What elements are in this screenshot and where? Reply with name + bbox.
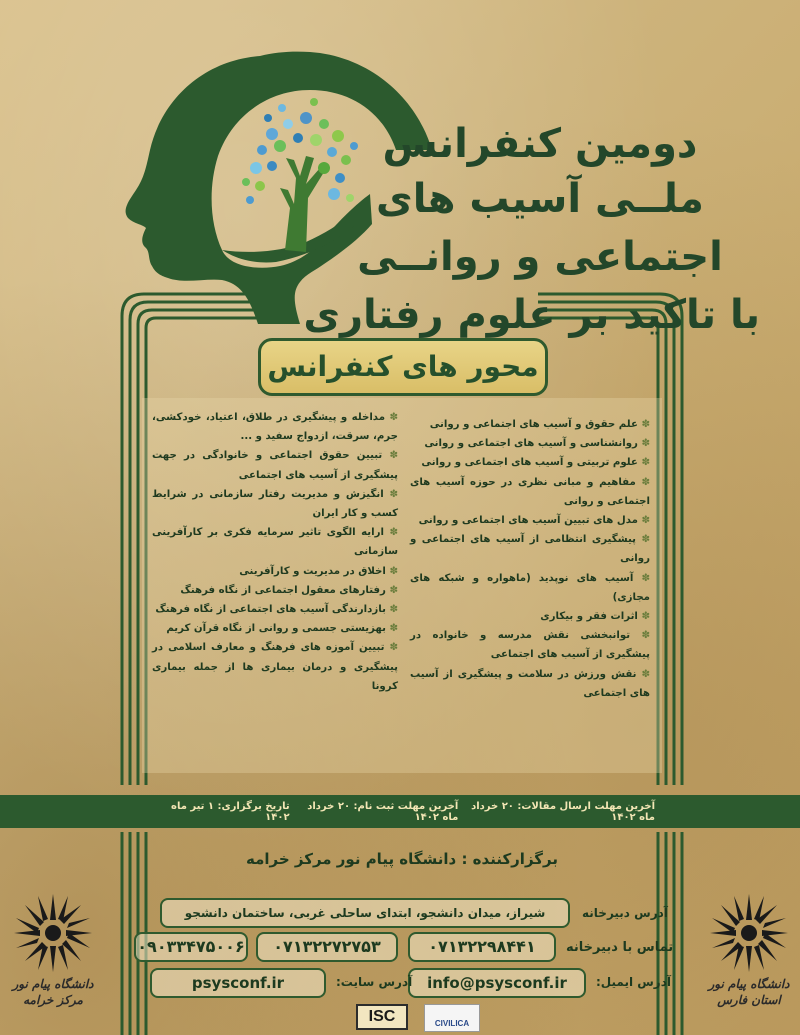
event-date: تاریخ برگزاری: ۱ تیر ماه ۱۴۰۲	[171, 800, 290, 823]
address-box: شیراز، میدان دانشجو، ابتدای ساحلی غربی، ساختمان دانشجو	[160, 898, 570, 928]
list-item	[152, 446, 398, 484]
email-label: آدرس ایمیل:	[596, 975, 671, 989]
topic-text: علوم تربیتی و آسیب های اجتماعی و روانی	[421, 457, 638, 469]
topic-text: تبیین حقوق اجتماعی و خانوادگی در جهت پیشگیری از آسیب های اجتماعی	[152, 450, 398, 481]
phone-2[interactable]: ۰۷۱۳۲۲۷۲۷۵۳	[256, 932, 398, 962]
list-item	[410, 453, 650, 472]
axes-heading: محور های کنفرانس	[258, 338, 548, 396]
bullet-icon: ✽	[385, 565, 398, 577]
topic-text: انگیزش و مدیریت رفتار سازمانی در شرایط کسب و کار ایران	[152, 488, 398, 520]
title-line-2: ملــی آسیب های	[376, 176, 704, 222]
list-item	[410, 626, 650, 664]
topic-text: پیشگیری انتظامی از آسیب های اجتماعی و روانی	[410, 534, 650, 565]
list-item	[410, 415, 650, 434]
contact-label: تماس با دبیرخانه	[566, 940, 674, 955]
topic-text: توانبخشی نقش مدرسه و خانواده در پیشگیری از آسیب های اجتماعی	[410, 630, 650, 661]
logo-left-caption	[4, 976, 102, 1008]
site-label: آدرس سایت:	[336, 975, 413, 989]
list-item	[410, 530, 650, 568]
bullet-icon: ✽	[636, 534, 650, 546]
bullet-icon: ✽	[385, 412, 398, 423]
list-item	[152, 619, 398, 638]
bullet-icon: ✽	[385, 584, 398, 596]
title-line-3: اجتماعی و روانــی	[357, 234, 723, 280]
topic-text: مدل های تبیین آسیب های اجتماعی و روانی	[418, 515, 638, 527]
bullet-icon: ✽	[637, 457, 650, 469]
logo-right-line1: دانشگاه پیام نور	[708, 977, 790, 991]
bullet-icon: ✽	[383, 527, 398, 539]
list-item	[152, 523, 398, 561]
list-item	[410, 511, 650, 530]
list-item	[410, 473, 650, 511]
bullet-icon: ✽	[630, 630, 650, 642]
topic-text: مفاهیم و مبانی نظری در حوزه آسیب های اجتماعی و روانی	[410, 476, 650, 507]
list-item	[410, 434, 650, 453]
dates-row	[165, 795, 655, 828]
list-item	[410, 607, 650, 626]
list-item	[152, 638, 398, 696]
phone-1[interactable]: ۰۷۱۳۲۲۹۸۴۴۱	[408, 932, 556, 962]
list-item	[152, 600, 398, 619]
topics-right-column	[410, 415, 650, 703]
email-box[interactable]: info@psysconf.ir	[408, 968, 586, 998]
address-label: آدرس دبیرخانه	[582, 906, 668, 920]
list-item	[152, 562, 398, 581]
bullet-icon: ✽	[635, 476, 651, 488]
topic-text: تبیین آموزه های فرهنگ و معارف اسلامی در پیشگیری و درمان بیماری ها از جمله بیماری کرونا	[152, 642, 398, 692]
list-item	[410, 665, 650, 703]
site-box[interactable]: psysconf.ir	[150, 968, 326, 998]
topic-text: بازدارندگی آسیب های اجتماعی از نگاه فرهنگ	[155, 604, 386, 616]
bullet-icon: ✽	[385, 604, 398, 616]
topic-text: اثرات فقر و بیکاری	[540, 611, 638, 623]
bullet-icon: ✽	[633, 572, 650, 584]
list-item	[152, 485, 398, 523]
logo-right-line2: استان فارس	[717, 993, 781, 1007]
bullet-icon: ✽	[382, 450, 398, 462]
conference-title	[303, 118, 760, 344]
bullet-icon: ✽	[637, 611, 650, 623]
title-line-4: با تاکید بر علوم رفتاری	[303, 292, 760, 338]
title-line-1: دومین کنفرانس	[382, 121, 698, 167]
logo-left-line2: مرکز خرامه	[23, 993, 83, 1007]
topic-text: آسیب های نوپدید (ماهواره و شبکه های مجازی)	[410, 572, 650, 603]
organizer: برگزارکننده : دانشگاه پیام نور مرکز خرامه	[246, 850, 558, 868]
civilica-logo: CIVILICA	[424, 1004, 480, 1032]
bullet-icon: ✽	[383, 488, 399, 500]
phone-3[interactable]: ۰۹۰۳۳۴۷۵۰۰۶	[134, 932, 248, 962]
list-item	[410, 569, 650, 607]
topic-text: نقش ورزش در سلامت و پیشگیری از آسیب های اجتماعی	[410, 668, 650, 699]
articles-deadline: آخرین مهلت ارسال مقالات: ۲۰ خرداد ماه ۱۴۰۲	[471, 800, 655, 823]
payame-noor-logo-left	[12, 892, 94, 974]
bullet-icon: ✽	[636, 668, 650, 680]
registration-deadline: آخرین مهلت ثبت نام: ۲۰ خرداد ماه ۱۴۰۲	[307, 800, 459, 823]
topic-text: علم حقوق و آسیب های اجتماعی و روانی	[429, 419, 638, 430]
topic-text: اخلاق در مدیریت و کارآفرینی	[239, 565, 386, 577]
bullet-icon: ✽	[637, 419, 650, 430]
bullet-icon: ✽	[384, 642, 398, 654]
list-item	[152, 408, 398, 446]
bullet-icon: ✽	[385, 623, 398, 635]
topic-text: ارایه الگوی تاثیر سرمایه فکری بر کارآفرینی سازمانی	[152, 527, 398, 558]
topic-text: مداخله و پیشگیری در طلاق، اعتیاد، خودکشی، جرم، سرقت، ازدواج سفید و ...	[152, 412, 398, 443]
bullet-icon: ✽	[637, 515, 650, 527]
topic-text: روانشناسی و آسیب های اجتماعی و روانی	[424, 438, 638, 450]
list-item	[152, 581, 398, 600]
isc-logo: ISC	[356, 1004, 408, 1030]
logo-right-caption	[700, 976, 798, 1008]
bullet-icon: ✽	[637, 438, 650, 450]
topic-text: رفتارهای معقول اجتماعی از نگاه فرهنگ	[180, 584, 386, 596]
payame-noor-logo-right	[708, 892, 790, 974]
topic-text: بهزیستی جسمی و روانی از نگاه قرآن کریم	[166, 623, 386, 635]
topics-left-column	[152, 408, 398, 696]
logo-left-line1: دانشگاه پیام نور	[12, 977, 94, 991]
